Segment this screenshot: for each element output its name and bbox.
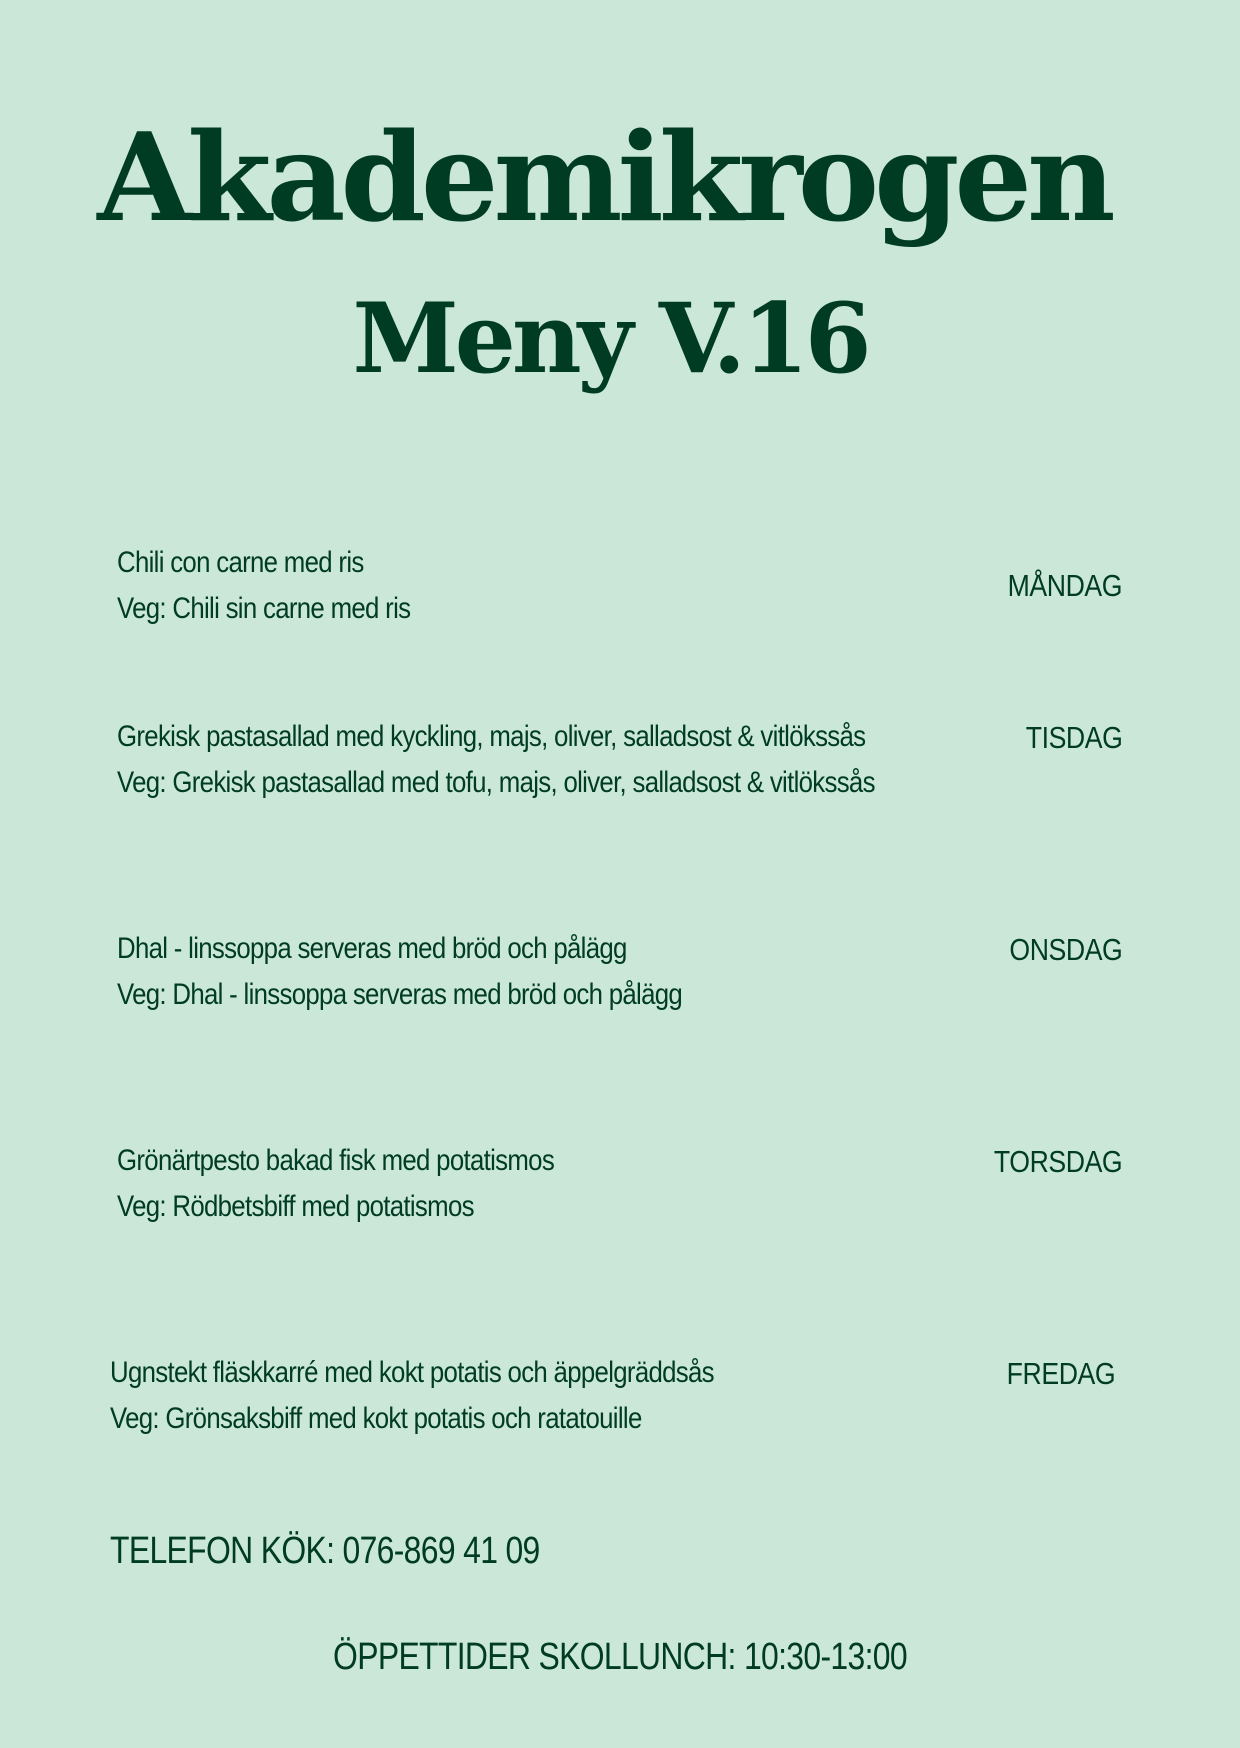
vegetarian-dish: Veg: Grekisk pastasallad med tofu, majs, oliver, salladsost & vitlökssås [117,766,875,799]
menu-dishes [117,926,682,1018]
day-label: TORSDAG [993,1144,1122,1179]
vegetarian-dish: Veg: Dhal - linssoppa serveras med bröd och pålägg [117,978,683,1011]
vegetarian-dish: Veg: Rödbetsbiff med potatismos [117,1190,474,1223]
opening-hours: ÖPPETTIDER SKOLLUNCH: 10:30-13:00 [333,1636,907,1678]
page-title: Akademikrogen [97,105,1111,249]
vegetarian-dish: Veg: Grönsaksbiff med kokt potatis och ratatouille [110,1402,642,1435]
menu-dishes [117,1138,554,1230]
menu-dishes [117,540,410,632]
main-dish: Grekisk pastasallad med kyckling, majs, oliver, salladsost & vitlökssås [117,720,866,753]
menu-day-tuesday [0,714,1240,814]
vegetarian-dish: Veg: Chili sin carne med ris [117,592,411,625]
menu-dishes [117,714,875,806]
menu-day-wednesday [0,926,1240,1026]
main-dish: Grönärtpesto bakad fisk med potatismos [117,1144,555,1177]
menu-day-thursday [0,1138,1240,1238]
menu-day-monday [0,540,1240,640]
day-label: MÅNDAG [1007,568,1122,603]
main-dish: Dhal - linssoppa serveras med bröd och pålägg [117,932,627,965]
menu-dishes [110,1350,714,1442]
day-label: FREDAG [1006,1356,1115,1391]
main-dish: Ugnstekt fläskkarré med kokt potatis och äppelgräddsås [110,1356,714,1389]
day-label: ONSDAG [1009,932,1122,967]
menu-day-friday [0,1350,1240,1450]
main-dish: Chili con carne med ris [117,546,364,579]
menu-week-subtitle: Meny V.16 [352,282,868,395]
day-label: TISDAG [1025,720,1122,755]
kitchen-phone: TELEFON KÖK: 076-869 41 09 [110,1530,540,1572]
